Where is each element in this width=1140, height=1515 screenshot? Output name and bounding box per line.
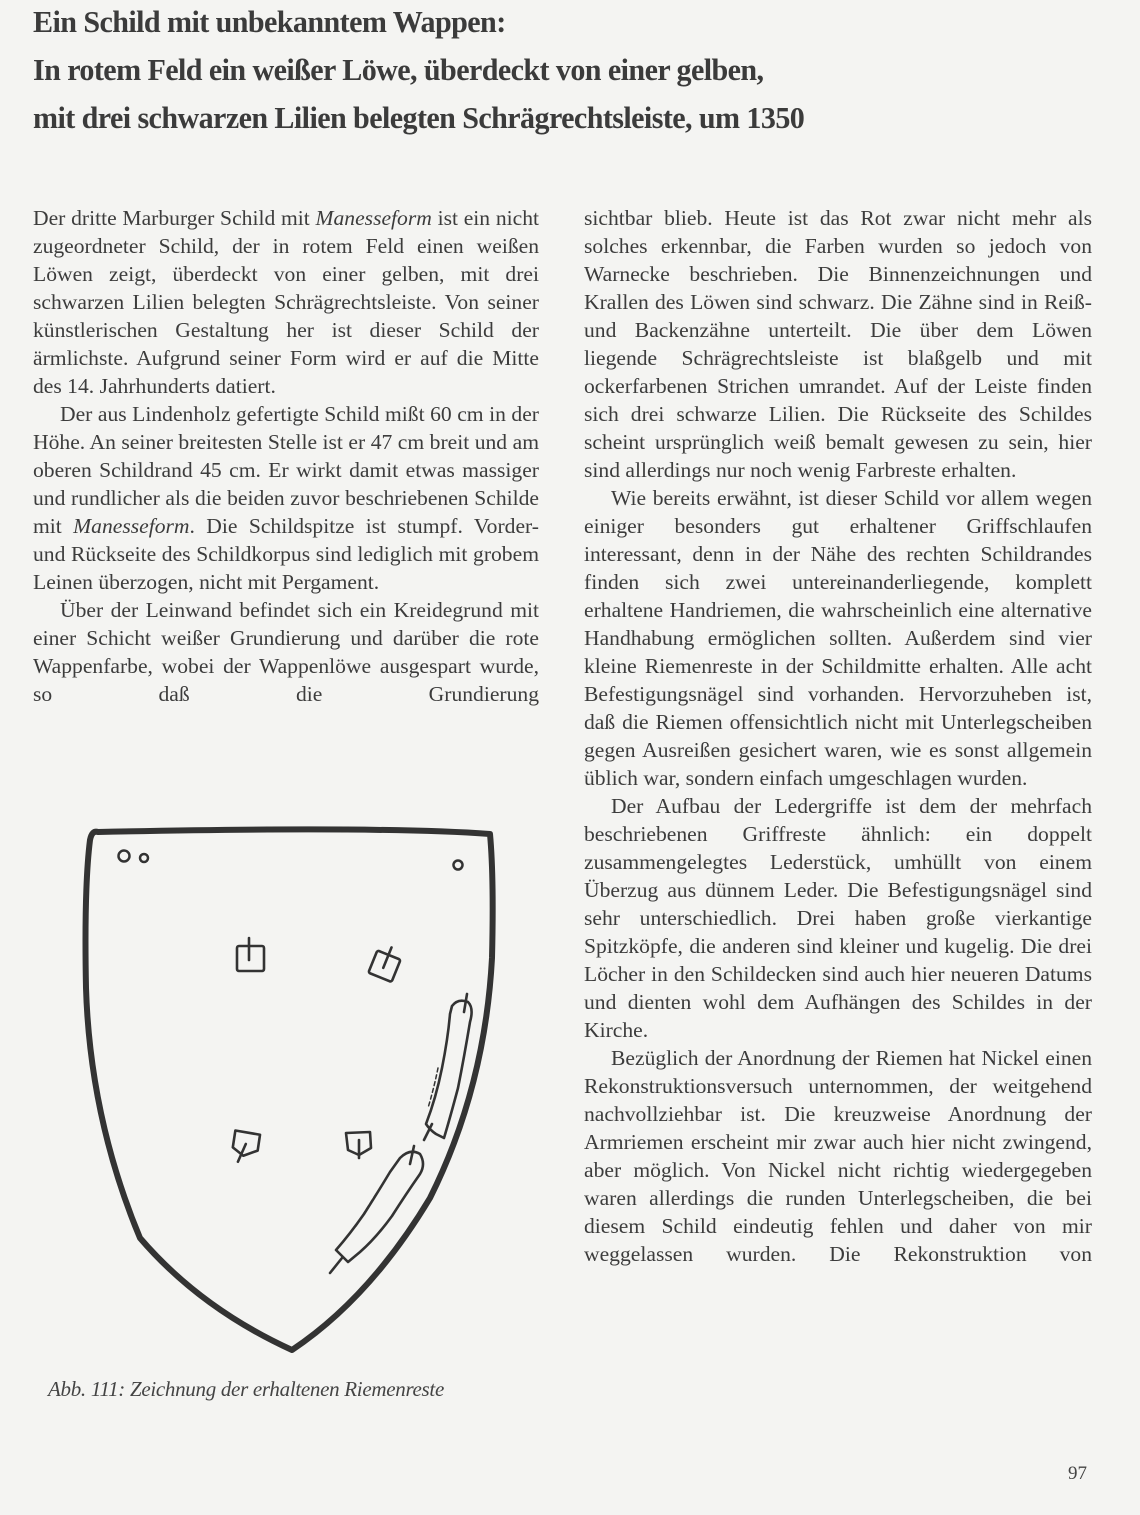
paragraph: Bezüglich der Anordnung der Riemen hat Nickel einen Rekonstruktionsversuch unternommen, der weitgehend nachvollziehbar ist. Die kreuzweise Anordnung der Armriemen erscheint mir zwar auch hier nicht zwingend, aber möglich. Von Nickel nicht richtig wiedergegeben waren allerdings die runden Unterlegscheiben, die bei diesem Schild eindeutig fehlen und daher von mir weggelassen wurden. Die Rekonstruktion von [584,1046,1092,1266]
strap-remnant-icon [368,943,403,982]
shield-strap-drawing [80,818,510,1358]
paragraph [33,400,539,596]
text-run: . Die Schildspitze ist stumpf. Vorder- und Rückseite des Schildkorpus sind lediglich mit grobem Leinen überzogen, nicht mit Pergament. [33,514,539,594]
italic-term: Manesseform [315,206,432,230]
heading-line-1: Ein Schild mit unbekanntem Wappen: [33,4,506,39]
text-run: ist ein nicht zugeordneter Schild, der in rotem Feld einen weißen Löwen zeigt, überdeckt von einer gelben, mit drei schwarzen Lilien belegten Schrägrechtsleiste. Von seiner künstlerischen Gestaltung her ist dieser Schild der ärmlichste. Aufgrund seiner Form wird er auf die Mitte des 14. Jahrhunderts datiert. [33,206,539,398]
hole-icon [119,851,130,862]
hole-icon [454,861,463,870]
text-run: Der aus Lindenholz gefertigte Schild mißt 60 cm in der Höhe. An seiner breitesten Stelle ist er 47 cm breit und am oberen Schildrand 45 cm. Er wirkt damit etwas massiger und rundlicher als die beiden zuvor beschriebenen Schilde mit [33,402,539,538]
paragraph [33,204,539,400]
shield-drawing-figure [80,818,510,1358]
italic-term: Manesseform [73,514,190,538]
heading-line-2: In rotem Feld ein weißer Löwe, überdeckt von einer gelben, [33,52,764,87]
strap-remnant-icon [237,938,264,971]
strap-remnant-icon [346,1132,371,1158]
heading-line-3: mit drei schwarzen Lilien belegten Schrägrechtsleiste, um 1350 [33,100,805,135]
strap-remnant-icon [229,1130,261,1166]
page-number: 97 [1068,1463,1087,1484]
figure-caption: Abb. 111: Zeichnung der erhaltenen Riemenreste [48,1377,444,1401]
hole-icon [140,854,148,862]
paragraph: Wie bereits erwähnt, ist dieser Schild vor allem wegen einiger besonders gut erhaltener Griffschlaufen interessant, denn in der Nähe des rechten Schildrandes finden sich zwei untereinanderliegende, komplett erhaltene Handriemen, die wahrscheinlich eine alternative Handhabung ermöglichen sollten. Außerdem sind vier kleine Riemenreste in der Schildmitte erhalten. Alle acht Befestigungsnägel sind vorhanden. Hervorzuheben ist, daß die Riemen offensichtlich nicht mit Unterlegscheiben gegen Ausreißen gesichert waren, wie es sonst allgemein üblich war, sondern einfach umgeschlagen wurden. [584,486,1092,790]
left-text-column [33,204,539,708]
hand-strap-lower [330,1146,423,1273]
shield-outline [86,829,493,1350]
paragraph: Über der Leinwand befindet sich ein Kreidegrund mit einer Schicht weißer Grundierung und darüber die rote Wappenfarbe, wobei der Wappenlöwe ausgespart wurde, so daß die Grundierung [33,598,539,706]
right-text-column [584,204,1092,1268]
paragraph: Der Aufbau der Ledergriffe ist dem der mehrfach beschriebenen Griffreste ähnlich: ein doppelt zusammengelegtes Lederstück, umhüllt von einem Überzug aus dünnem Leder. Die Befestigungsnägel sind sehr unterschiedlich. Drei haben große vierkantige Spitzköpfe, die anderen sind kleiner und kugelig. Die drei Löcher in den Schildecken sind auch hier neueren Datums und dienten wohl dem Aufhängen des Schildes in der Kirche. [584,794,1092,1042]
text-run: Der dritte Marburger Schild mit [33,206,316,230]
paragraph: sichtbar blieb. Heute ist das Rot zwar nicht mehr als solches erkennbar, die Farben wurden so jedoch von Warnecke beschrieben. Die Binnenzeichnungen und Krallen des Löwen sind schwarz. Die Zähne sind in Reiß- und Backenzähne unterteilt. Die über dem Löwen liegende Schrägrechtsleiste ist blaßgelb und mit ockerfarbenen Strichen umrandet. Auf der Leiste finden sich drei schwarze Lilien. Die Rückseite des Schildes scheint ursprünglich weiß bemalt gewesen zu sein, hier sind allerdings nur noch wenig Farbreste erhalten. [584,206,1092,482]
page-heading [33,0,1081,144]
